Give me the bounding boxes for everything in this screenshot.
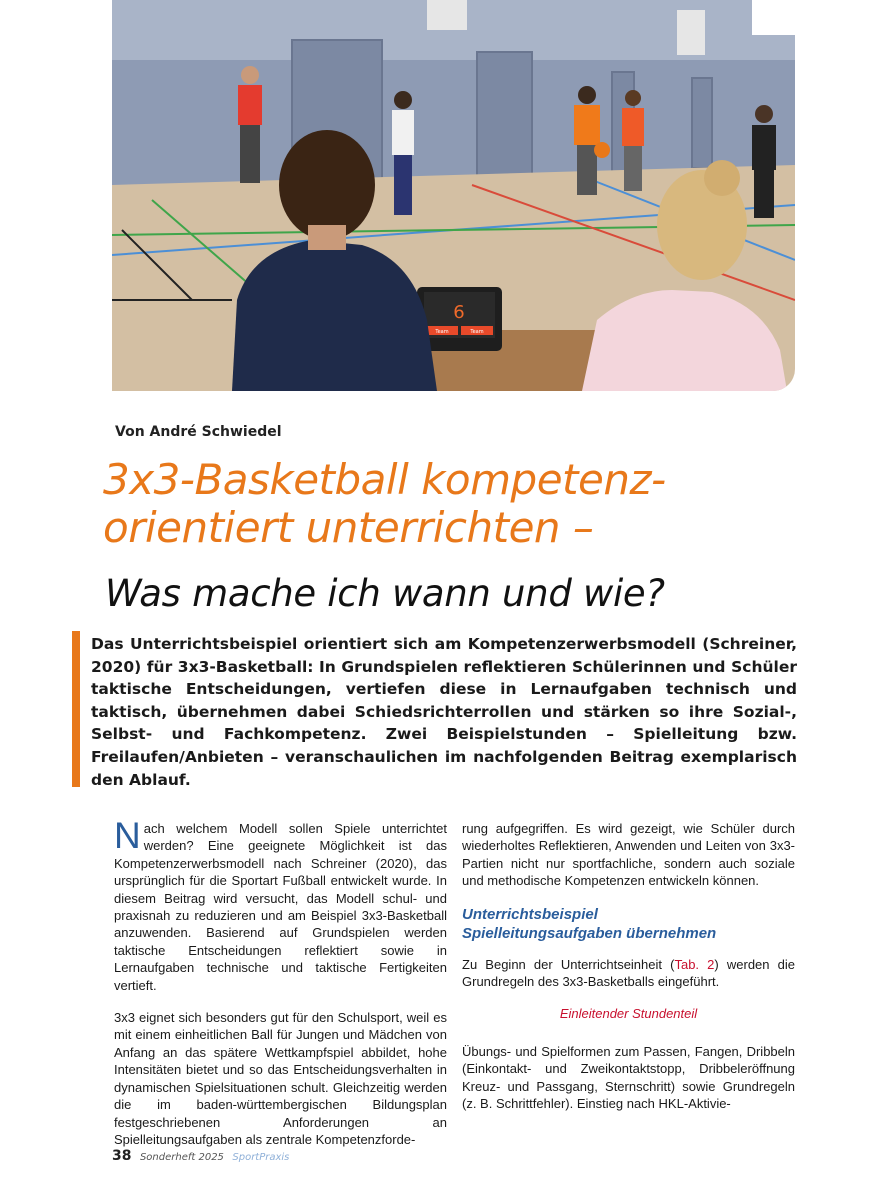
body-column-left [114, 815, 447, 1163]
drop-cap: N [114, 815, 141, 856]
section-heading [462, 905, 795, 943]
article-title-line-2: orientiert unterrichten – [103, 503, 594, 552]
body-paragraph-1 [114, 815, 447, 994]
page-number: 38 [112, 1148, 132, 1164]
section-heading-line-2: Spielleitungsaufgaben übernehmen [462, 924, 717, 942]
gym-scene-illustration [112, 0, 795, 391]
body-paragraph-4-end: ) werden die Grundregeln des 3x3-Basketballs eingeführt. [462, 956, 795, 990]
magazine-brand: SportPraxis [232, 1152, 290, 1163]
body-paragraph-4 [462, 956, 795, 991]
author-byline: Von André Schwiedel [115, 424, 282, 440]
header-photo [112, 0, 795, 391]
article-subtitle: Was mache ich wann und wie? [105, 572, 665, 615]
table-reference-link[interactable]: Tab. 2 [674, 956, 715, 972]
lead-accent-bar [72, 631, 80, 787]
tablet-right-button: Team [470, 329, 484, 335]
body-column-right [462, 820, 795, 1127]
tablet-score-number: 6 [453, 302, 465, 323]
body-paragraph-3: rung aufgegriffen. Es wird gezeigt, wie Schüler durch wiederholtes Reflektieren, Anwenden und Leiten von 3x3-Partien nicht nur sportfachliche, sondern auch soziale und methodische Kompetenzen entwickeln können. [462, 821, 795, 889]
page-footer [112, 1148, 289, 1164]
body-paragraph-4-start: Zu Beginn der Unterrichtseinheit ( [462, 956, 675, 972]
body-paragraph-1-text: ach welchem Modell sollen Spiele unterrichtet werden? Eine geeignete Möglichkeit ist das Kompetenzerwerbsmodell nach Schreiner (2020), das ursprünglich für die Sportart Fußball entwickelt wurde. In diesem Beitrag wird versucht, das Modell schul- und praxisnah zu reduzieren und am Beispiel 3x3-Basketball anzuwenden. Basierend auf Grundspielen werden taktische Entscheidungen reflektiert sowie in Lernaufgaben technische und taktische Fertigkeiten vertieft. [114, 821, 447, 993]
tablet-left-button: Team [435, 329, 449, 335]
subsection-heading: Einleitender Stundenteil [559, 1006, 698, 1022]
body-paragraph-5: Übungs- und Spielformen zum Passen, Fangen, Dribbeln (Einkontakt- und Zweikontaktstopp, Dribbeleröffnung Kreuz- und Passgang, Sternschritt) sowie Grundregeln (z. B. Schrittfehler). Einstieg nach HKL-Aktivie- [462, 1043, 795, 1112]
lead-paragraph: Das Unterrichtsbeispiel orientiert sich am Kompetenzerwerbsmodell (Schreiner, 2020) für 3x3-Basketball: In Grundspielen reflektieren Schülerinnen und Schüler taktische Entscheidungen, vertiefen diese in Lernaufgaben technisch und taktisch, übernehmen dabei Schiedsrichterrollen und stärken so ihre Sozial-, Selbst- und Fachkompetenz. Zwei Beispielstunden – Spielleitung bzw. Freilaufen/Anbieten – veranschaulichen im nachfolgenden Beitrag exemplarisch den Ablauf. [91, 635, 797, 789]
article-title [103, 456, 843, 552]
article-title-line-1: 3x3-Basketball kompetenz- [103, 455, 666, 504]
body-paragraph-2: 3x3 eignet sich besonders gut für den Schulsport, weil es mit einem einheitlichen Ball für Jungen und Mädchen von Anfang an das spätere Wettkampfspiel abbildet, hohe Intensitäten bietet und so das Entscheidungsverhalten in dynamischen Spielsituationen schult. Gleichzeitig werden die im baden-württembergischen Bildungsplan festgeschriebenen Anforderungen an Spielleitungsaufgaben als zentrale Kompetenzforde- [114, 1010, 447, 1147]
section-heading-line-1: Unterrichtsbeispiel [462, 905, 598, 923]
issue-label: Sonderheft 2025 [139, 1152, 224, 1163]
